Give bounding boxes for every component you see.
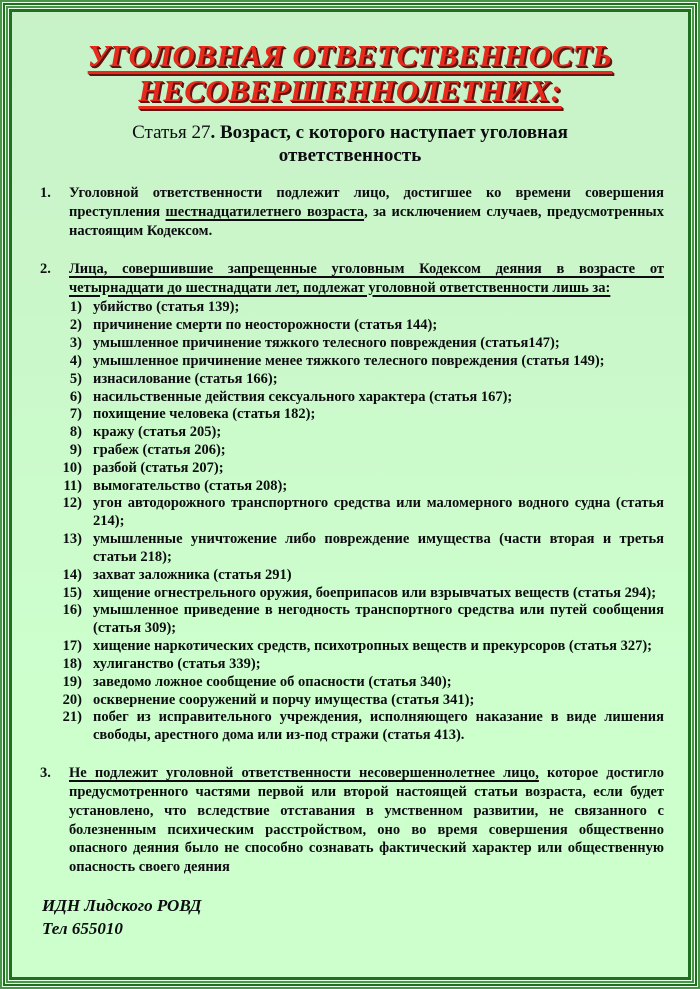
offense-item-number: 8) [69, 424, 82, 441]
article-number: Статья 27 [132, 121, 211, 143]
offense-item-text: грабеж (статья 206); [93, 442, 226, 458]
offense-item-text: хищение огнестрельного оружия, боеприпасов или взрывчатых веществ (статья 294); [93, 584, 657, 601]
spacer [34, 241, 666, 260]
offense-item-number: 3) [69, 335, 82, 352]
offense-item-number: 10) [62, 459, 82, 476]
clause1-text-before: Уголовной ответственности подлежит лицо, достигшее ко времени совершения преступления [69, 185, 664, 220]
offense-item-text: вымогательство (статья 208); [93, 477, 288, 494]
paragraph-1 [40, 184, 664, 241]
offense-item-text: угон автодорожного транспортного средства или маломерного водного судна (статья 214); [93, 495, 664, 530]
offense-item-text: причинение смерти по неосторожности (статья 144); [93, 317, 438, 334]
footer-phone: Тел 655010 [42, 919, 123, 939]
offense-list-item [56, 585, 664, 603]
offense-item-text: хулиганство (статья 339); [93, 655, 261, 672]
footer-org: ИДН Лидского РОВД [42, 896, 202, 916]
offense-list-item [56, 424, 664, 442]
offense-item-text: насильственные действия сексуального характера (статья 167); [93, 388, 513, 405]
offense-list-item [56, 442, 664, 460]
offense-list-item [56, 317, 664, 335]
title-line-1: УГОЛОВНАЯ ОТВЕТСТВЕННОСТЬ [87, 38, 613, 73]
offense-item-number: 1) [69, 299, 82, 316]
offense-list-item [56, 389, 664, 407]
offense-list-item [56, 371, 664, 389]
offense-list [56, 299, 664, 745]
clause3-text-after: которое достигло предусмотренного частями первой или второй настоящей статьи возраста, если будет установлено, что вследствие отставания в умственном развитии, не связанного с болезненным психическим расстройством, оно во время совершения общественно опасного деяния было не способно сознавать фактический характер или общественную опасность своего деяния [69, 765, 664, 876]
offense-item-number: 19) [62, 673, 82, 690]
offense-item-text: хищение наркотических средств, психотропных веществ и прекурсоров (статья 327); [93, 638, 653, 655]
offense-list-item [56, 674, 664, 692]
offense-item-number: 11) [63, 477, 82, 494]
article-title: . Возраст, с которого наступает уголовная ответственность [210, 121, 568, 167]
offense-item-number: 4) [69, 352, 82, 369]
offense-item-number: 2) [69, 317, 82, 334]
offense-item-number: 18) [62, 655, 82, 672]
offense-list-item [56, 353, 664, 371]
spacer [34, 745, 666, 764]
offense-item-number: 6) [69, 388, 82, 405]
offense-item-number: 15) [62, 584, 82, 601]
offense-item-number: 12) [62, 495, 82, 512]
paragraph-3-number: 3. [40, 765, 51, 782]
clause1-text-after: , за исключением случаев, предусмотренных настоящим Кодексом. [69, 204, 664, 239]
clause3-underlined-phrase: Не подлежит уголовной ответственности несовершеннолетнее лицо, [69, 765, 539, 782]
offense-list-item [56, 460, 664, 478]
clause1-underlined-phrase: шестнадцатилетнего возраста [165, 204, 365, 220]
offense-list-item [56, 656, 664, 674]
offense-item-text: умышленное причинение менее тяжкого телесного повреждения (статья 149); [93, 352, 605, 369]
offense-item-text: убийство (статья 139); [93, 299, 240, 316]
offense-list-item [56, 335, 664, 353]
offense-list-item [56, 638, 664, 656]
paragraph-3 [40, 764, 664, 877]
title-line-2: НЕСОВЕРШЕННОЛЕТНИХ: [138, 73, 562, 109]
offense-list-item [56, 602, 664, 638]
offense-item-text: похищение человека (статья 182); [93, 406, 316, 423]
offense-list-item [56, 531, 664, 567]
offense-item-number: 16) [62, 602, 82, 619]
article-heading [70, 121, 630, 169]
paragraph-1-text [69, 184, 664, 241]
offense-item-text: изнасилование (статья 166); [93, 370, 278, 387]
offense-item-text: умышленное причинение тяжкого телесного повреждения (статья147); [93, 335, 560, 352]
offense-item-number: 17) [62, 638, 82, 655]
offense-list-item [56, 406, 664, 424]
offense-item-number: 14) [62, 566, 82, 583]
offense-item-number: 9) [69, 442, 82, 458]
offense-item-number: 20) [62, 691, 82, 708]
clause2-heading-underlined: Лица, совершившие запрещенные уголовным Кодексом деяния в возрасте от четырнадцати до шестнадцати лет, подлежат уголовной ответственности лишь за: [69, 260, 664, 296]
offense-list-item [56, 692, 664, 710]
offense-item-text: умышленные уничтожение либо повреждение имущества (части вторая и третья статьи 218); [93, 531, 664, 565]
offense-list-item [56, 478, 664, 496]
offense-item-text: захват заложника (статья 291) [93, 566, 292, 583]
paragraph-3-text [69, 764, 664, 877]
offense-item-number: 21) [62, 709, 82, 726]
paragraph-1-number: 1. [40, 185, 51, 202]
offense-item-number: 5) [69, 370, 82, 387]
offense-item-text: заведомо ложное сообщение об опасности (статья 340); [93, 673, 452, 690]
offense-item-text: осквернение сооружений и порчу имущества (статья 341); [93, 691, 475, 708]
offense-item-text: разбой (статья 207); [93, 459, 224, 476]
paragraph-2-heading [69, 260, 664, 298]
offense-item-text: побег из исправительного учреждения, исполняющего наказание в виде лишения свободы, арестного дома или из-под стражи (статья 413). [93, 709, 664, 744]
offense-list-item [56, 567, 664, 585]
page-title [34, 38, 666, 109]
footer [42, 895, 666, 941]
offense-list-item [56, 299, 664, 317]
offense-list-item [56, 495, 664, 531]
paragraph-2-number: 2. [40, 260, 51, 277]
paragraph-2 [40, 260, 664, 298]
offense-item-text: кражу (статья 205); [93, 424, 222, 441]
offense-item-text: умышленное приведение в негодность транспортного средства или путей сообщения (статья 309); [93, 602, 664, 637]
offense-item-number: 13) [62, 531, 82, 548]
offense-item-number: 7) [69, 406, 82, 423]
offense-list-item [56, 709, 664, 745]
